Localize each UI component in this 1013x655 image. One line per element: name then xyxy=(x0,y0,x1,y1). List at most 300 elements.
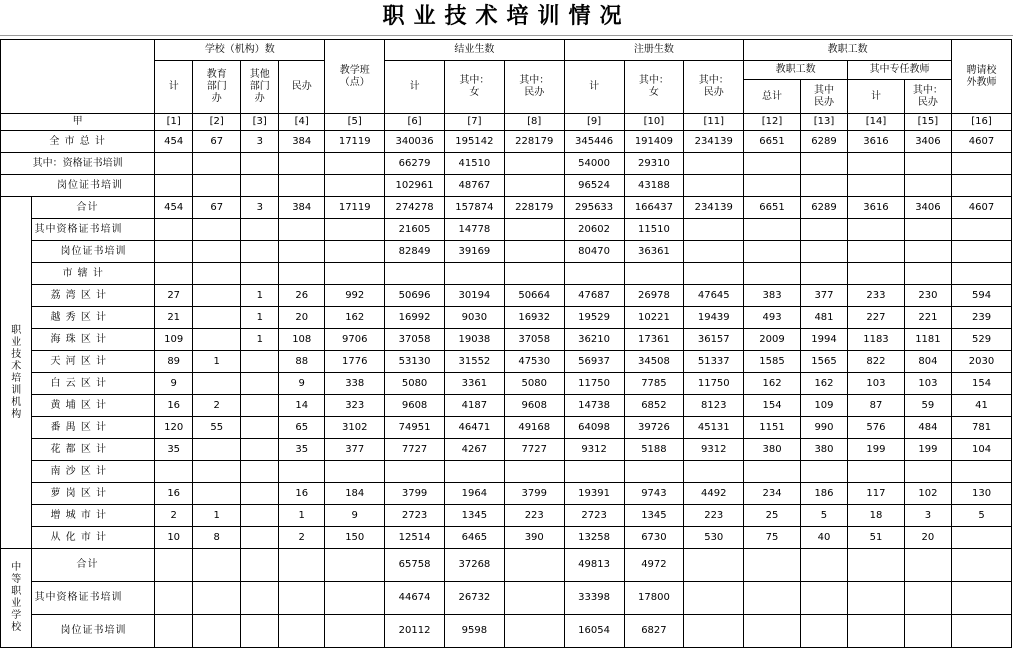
index-label-cell: 甲 xyxy=(1,114,155,131)
table-row xyxy=(1,131,1012,153)
data-cell xyxy=(279,461,325,483)
data-cell xyxy=(684,241,744,263)
data-cell: 154 xyxy=(744,395,801,417)
corner-cell xyxy=(1,40,155,114)
data-cell xyxy=(952,241,1012,263)
table-row xyxy=(1,329,1012,351)
data-cell: 199 xyxy=(848,439,905,461)
data-cell xyxy=(241,417,279,439)
row-label: 合计 xyxy=(32,549,155,582)
data-cell xyxy=(155,263,193,285)
data-cell xyxy=(744,175,801,197)
data-cell xyxy=(193,219,241,241)
data-cell: 56937 xyxy=(564,351,624,373)
staff-total-header: 总计 xyxy=(744,80,801,114)
data-cell xyxy=(952,175,1012,197)
data-cell: 157874 xyxy=(444,197,504,219)
reg-female-header: 其中： 女 xyxy=(624,61,684,114)
data-cell: 2 xyxy=(193,395,241,417)
data-cell xyxy=(155,549,193,582)
table-row xyxy=(1,307,1012,329)
data-cell xyxy=(444,263,504,285)
data-cell xyxy=(744,615,801,648)
data-cell: 576 xyxy=(848,417,905,439)
data-cell: 781 xyxy=(952,417,1012,439)
table-row xyxy=(1,483,1012,505)
data-cell xyxy=(241,153,279,175)
data-cell: 1345 xyxy=(624,505,684,527)
data-cell: 41510 xyxy=(444,153,504,175)
data-cell: 5080 xyxy=(385,373,445,395)
data-cell: 16932 xyxy=(504,307,564,329)
column-index-cell: [14] xyxy=(848,114,905,131)
data-cell: 2723 xyxy=(564,505,624,527)
row-label: 天 河 区 计 xyxy=(32,351,155,373)
data-cell: 46471 xyxy=(444,417,504,439)
data-cell xyxy=(241,483,279,505)
data-cell: 454 xyxy=(155,131,193,153)
column-index-cell: [5] xyxy=(325,114,385,131)
data-cell: 166437 xyxy=(624,197,684,219)
table-row xyxy=(1,461,1012,483)
data-cell: 6289 xyxy=(800,197,847,219)
row-label: 越 秀 区 计 xyxy=(32,307,155,329)
data-cell: 191409 xyxy=(624,131,684,153)
data-cell: 82849 xyxy=(385,241,445,263)
data-cell xyxy=(385,461,445,483)
column-index-cell: [10] xyxy=(624,114,684,131)
table-row xyxy=(1,285,1012,307)
data-cell: 41 xyxy=(952,395,1012,417)
data-cell: 6651 xyxy=(744,131,801,153)
data-cell: 64098 xyxy=(564,417,624,439)
data-cell xyxy=(504,219,564,241)
data-cell xyxy=(744,582,801,615)
data-cell: 12514 xyxy=(385,527,445,549)
row-label: 花 都 区 计 xyxy=(32,439,155,461)
data-cell: 96524 xyxy=(564,175,624,197)
data-cell: 3406 xyxy=(904,131,951,153)
data-cell xyxy=(904,175,951,197)
data-cell xyxy=(800,241,847,263)
data-cell xyxy=(848,615,905,648)
column-index-cell: [12] xyxy=(744,114,801,131)
data-cell: 3799 xyxy=(504,483,564,505)
data-cell: 36157 xyxy=(684,329,744,351)
schools-total-header: 计 xyxy=(155,61,193,114)
schools-edu-header: 教育 部门 办 xyxy=(193,61,241,114)
data-cell xyxy=(155,241,193,263)
data-cell: 4187 xyxy=(444,395,504,417)
data-cell: 186 xyxy=(800,483,847,505)
data-cell: 9 xyxy=(279,373,325,395)
data-cell: 14738 xyxy=(564,395,624,417)
data-cell xyxy=(952,615,1012,648)
data-cell: 20112 xyxy=(385,615,445,648)
data-cell: 2 xyxy=(155,505,193,527)
column-index-cell: [1] xyxy=(155,114,193,131)
data-cell: 162 xyxy=(325,307,385,329)
data-cell xyxy=(155,219,193,241)
data-cell xyxy=(279,175,325,197)
data-cell: 35 xyxy=(279,439,325,461)
data-cell xyxy=(504,263,564,285)
data-cell xyxy=(624,461,684,483)
grad-female-header: 其中： 女 xyxy=(444,61,504,114)
column-index-cell: [7] xyxy=(444,114,504,131)
data-cell: 37058 xyxy=(504,329,564,351)
row-label: 海 珠 区 计 xyxy=(32,329,155,351)
data-cell: 345446 xyxy=(564,131,624,153)
grad-total-header: 计 xyxy=(385,61,445,114)
data-cell: 1183 xyxy=(848,329,905,351)
data-cell: 67 xyxy=(193,131,241,153)
data-cell xyxy=(848,461,905,483)
data-cell: 34508 xyxy=(624,351,684,373)
data-cell: 39169 xyxy=(444,241,504,263)
data-cell: 233 xyxy=(848,285,905,307)
data-cell: 67 xyxy=(193,197,241,219)
data-cell xyxy=(684,175,744,197)
row-label: 南 沙 区 计 xyxy=(32,461,155,483)
table-row xyxy=(1,219,1012,241)
data-cell: 228179 xyxy=(504,197,564,219)
data-cell: 6730 xyxy=(624,527,684,549)
data-cell xyxy=(564,461,624,483)
data-cell: 221 xyxy=(904,307,951,329)
data-cell: 109 xyxy=(155,329,193,351)
data-cell xyxy=(444,461,504,483)
data-cell: 10 xyxy=(155,527,193,549)
data-cell: 4492 xyxy=(684,483,744,505)
row-label: 其中资格证书培训 xyxy=(32,582,155,615)
data-cell: 4607 xyxy=(952,131,1012,153)
data-cell xyxy=(193,439,241,461)
data-cell xyxy=(241,615,279,648)
row-label: 白 云 区 计 xyxy=(32,373,155,395)
data-cell: 3102 xyxy=(325,417,385,439)
data-cell xyxy=(684,615,744,648)
section-label-institutions: 职 业 技 术 培 训 机 构 xyxy=(1,197,32,549)
data-cell xyxy=(904,153,951,175)
data-cell: 5 xyxy=(952,505,1012,527)
data-cell xyxy=(193,153,241,175)
data-cell xyxy=(800,263,847,285)
data-cell: 44674 xyxy=(385,582,445,615)
data-cell: 3616 xyxy=(848,197,905,219)
data-cell: 6852 xyxy=(624,395,684,417)
data-cell xyxy=(904,615,951,648)
data-cell xyxy=(193,483,241,505)
data-cell: 804 xyxy=(904,351,951,373)
data-cell: 50664 xyxy=(504,285,564,307)
data-cell xyxy=(684,549,744,582)
data-cell xyxy=(504,461,564,483)
data-cell: 223 xyxy=(504,505,564,527)
data-cell: 103 xyxy=(904,373,951,395)
data-cell: 11750 xyxy=(564,373,624,395)
data-cell: 16992 xyxy=(385,307,445,329)
data-cell: 1345 xyxy=(444,505,504,527)
data-cell: 8 xyxy=(193,527,241,549)
data-cell: 377 xyxy=(325,439,385,461)
data-cell: 16 xyxy=(155,483,193,505)
data-cell xyxy=(279,582,325,615)
teachers-total-header: 计 xyxy=(848,80,905,114)
data-cell: 6289 xyxy=(800,131,847,153)
data-cell xyxy=(744,153,801,175)
data-cell: 230 xyxy=(904,285,951,307)
table-row xyxy=(1,439,1012,461)
data-cell: 162 xyxy=(800,373,847,395)
data-cell: 6827 xyxy=(624,615,684,648)
data-cell xyxy=(684,582,744,615)
statistics-table xyxy=(0,39,1012,648)
data-cell: 4267 xyxy=(444,439,504,461)
data-cell: 377 xyxy=(800,285,847,307)
data-cell xyxy=(952,153,1012,175)
data-cell: 1 xyxy=(241,307,279,329)
data-cell: 3 xyxy=(904,505,951,527)
data-cell: 199 xyxy=(904,439,951,461)
data-cell: 1994 xyxy=(800,329,847,351)
data-cell xyxy=(684,461,744,483)
data-cell: 49168 xyxy=(504,417,564,439)
reg-private-header: 其中： 民办 xyxy=(684,61,744,114)
table-row xyxy=(1,153,1012,175)
data-cell: 16054 xyxy=(564,615,624,648)
reg-total-header: 计 xyxy=(564,61,624,114)
data-cell xyxy=(504,549,564,582)
data-cell: 234139 xyxy=(684,131,744,153)
data-cell xyxy=(193,582,241,615)
table-row xyxy=(1,505,1012,527)
teachers-sub-header: 其中专任教师 xyxy=(848,61,952,80)
data-cell: 9030 xyxy=(444,307,504,329)
registered-group-header: 注册生数 xyxy=(564,40,744,61)
data-cell: 47645 xyxy=(684,285,744,307)
data-cell: 992 xyxy=(325,285,385,307)
data-cell: 223 xyxy=(684,505,744,527)
data-cell: 89 xyxy=(155,351,193,373)
data-cell xyxy=(155,615,193,648)
table-row xyxy=(1,373,1012,395)
data-cell xyxy=(193,329,241,351)
data-cell xyxy=(385,263,445,285)
data-cell xyxy=(744,263,801,285)
data-cell xyxy=(155,153,193,175)
data-cell xyxy=(952,263,1012,285)
data-cell: 45131 xyxy=(684,417,744,439)
column-index-cell: [15] xyxy=(904,114,951,131)
data-cell xyxy=(193,307,241,329)
data-cell: 1181 xyxy=(904,329,951,351)
data-cell xyxy=(241,395,279,417)
table-row xyxy=(1,395,1012,417)
data-cell xyxy=(504,582,564,615)
data-cell xyxy=(904,263,951,285)
data-cell: 4972 xyxy=(624,549,684,582)
data-cell: 108 xyxy=(279,329,325,351)
data-cell xyxy=(193,285,241,307)
data-cell xyxy=(241,373,279,395)
data-cell xyxy=(744,461,801,483)
staff-sub-header: 教职工数 xyxy=(744,61,848,80)
data-cell xyxy=(624,263,684,285)
data-cell: 18 xyxy=(848,505,905,527)
data-cell xyxy=(952,549,1012,582)
schools-group-header: 学校（机构）数 xyxy=(155,40,325,61)
data-cell: 234 xyxy=(744,483,801,505)
data-cell: 65758 xyxy=(385,549,445,582)
data-cell: 21605 xyxy=(385,219,445,241)
data-cell: 9 xyxy=(325,505,385,527)
data-cell: 4607 xyxy=(952,197,1012,219)
data-cell xyxy=(800,219,847,241)
data-cell: 380 xyxy=(800,439,847,461)
data-cell: 103 xyxy=(848,373,905,395)
data-cell xyxy=(155,461,193,483)
table-row xyxy=(1,615,1012,648)
data-cell: 53130 xyxy=(385,351,445,373)
data-cell xyxy=(848,219,905,241)
data-cell xyxy=(952,461,1012,483)
data-cell: 30194 xyxy=(444,285,504,307)
data-cell: 150 xyxy=(325,527,385,549)
data-cell: 7727 xyxy=(385,439,445,461)
data-cell xyxy=(279,219,325,241)
data-cell: 14 xyxy=(279,395,325,417)
data-cell xyxy=(904,582,951,615)
data-cell xyxy=(279,241,325,263)
data-cell: 162 xyxy=(744,373,801,395)
page-title: 职业技术培训情况 xyxy=(0,0,1013,36)
row-label: 岗位证书培训 xyxy=(32,615,155,648)
data-cell: 117 xyxy=(848,483,905,505)
data-cell: 234139 xyxy=(684,197,744,219)
data-cell: 20 xyxy=(904,527,951,549)
data-cell: 14778 xyxy=(444,219,504,241)
data-cell: 19529 xyxy=(564,307,624,329)
row-label: 其中资格证书培训 xyxy=(32,219,155,241)
data-cell: 37058 xyxy=(385,329,445,351)
data-cell: 184 xyxy=(325,483,385,505)
data-cell xyxy=(241,582,279,615)
data-cell: 40 xyxy=(800,527,847,549)
data-cell: 384 xyxy=(279,197,325,219)
teachers-private-header: 其中： 民办 xyxy=(904,80,951,114)
staff-group-header: 教职工数 xyxy=(744,40,952,61)
data-cell: 8123 xyxy=(684,395,744,417)
data-cell: 9 xyxy=(155,373,193,395)
data-cell xyxy=(241,549,279,582)
row-label: 岗位证书培训 xyxy=(32,241,155,263)
data-cell: 6465 xyxy=(444,527,504,549)
section-label-secondary: 中 等 职 业 学 校 xyxy=(1,549,32,648)
data-cell: 19391 xyxy=(564,483,624,505)
data-cell xyxy=(744,549,801,582)
data-cell: 47530 xyxy=(504,351,564,373)
data-cell: 21 xyxy=(155,307,193,329)
data-cell: 9608 xyxy=(385,395,445,417)
data-cell xyxy=(800,582,847,615)
data-cell: 1 xyxy=(279,505,325,527)
data-cell: 102961 xyxy=(385,175,445,197)
data-cell: 31552 xyxy=(444,351,504,373)
data-cell xyxy=(241,241,279,263)
data-cell: 1 xyxy=(193,505,241,527)
data-cell: 130 xyxy=(952,483,1012,505)
data-cell: 7785 xyxy=(624,373,684,395)
data-cell xyxy=(325,175,385,197)
data-cell: 36361 xyxy=(624,241,684,263)
data-cell xyxy=(193,175,241,197)
table-row xyxy=(1,263,1012,285)
table-row xyxy=(1,175,1012,197)
data-cell: 120 xyxy=(155,417,193,439)
data-cell: 39726 xyxy=(624,417,684,439)
data-cell: 454 xyxy=(155,197,193,219)
data-cell: 390 xyxy=(504,527,564,549)
data-cell: 2009 xyxy=(744,329,801,351)
data-cell: 50696 xyxy=(385,285,445,307)
row-label: 合计 xyxy=(32,197,155,219)
data-cell xyxy=(800,461,847,483)
data-cell xyxy=(241,505,279,527)
data-cell xyxy=(325,461,385,483)
data-cell: 1585 xyxy=(744,351,801,373)
data-cell: 822 xyxy=(848,351,905,373)
data-cell xyxy=(193,549,241,582)
data-cell: 493 xyxy=(744,307,801,329)
data-cell: 3616 xyxy=(848,131,905,153)
data-cell: 2 xyxy=(279,527,325,549)
column-index-cell: [8] xyxy=(504,114,564,131)
data-cell xyxy=(155,582,193,615)
data-cell xyxy=(504,153,564,175)
row-label: 全 市 总 计 xyxy=(1,131,155,153)
data-cell xyxy=(325,263,385,285)
column-index-cell: [9] xyxy=(564,114,624,131)
data-cell xyxy=(241,263,279,285)
data-cell xyxy=(325,549,385,582)
column-index-cell: [16] xyxy=(952,114,1012,131)
data-cell: 16 xyxy=(155,395,193,417)
data-cell xyxy=(744,241,801,263)
data-cell: 3361 xyxy=(444,373,504,395)
data-cell: 51337 xyxy=(684,351,744,373)
data-cell: 9312 xyxy=(684,439,744,461)
data-cell xyxy=(193,373,241,395)
data-cell: 9608 xyxy=(504,395,564,417)
data-cell: 6651 xyxy=(744,197,801,219)
data-cell: 195142 xyxy=(444,131,504,153)
column-index-cell: [13] xyxy=(800,114,847,131)
data-cell: 19439 xyxy=(684,307,744,329)
data-cell: 2723 xyxy=(385,505,445,527)
table-row xyxy=(1,417,1012,439)
data-cell xyxy=(800,153,847,175)
data-cell: 9598 xyxy=(444,615,504,648)
data-cell: 9706 xyxy=(325,329,385,351)
data-cell: 26978 xyxy=(624,285,684,307)
data-cell: 11750 xyxy=(684,373,744,395)
data-cell: 74951 xyxy=(385,417,445,439)
data-cell: 59 xyxy=(904,395,951,417)
data-cell: 20602 xyxy=(564,219,624,241)
schools-other-header: 其他 部门 办 xyxy=(241,61,279,114)
data-cell: 26732 xyxy=(444,582,504,615)
